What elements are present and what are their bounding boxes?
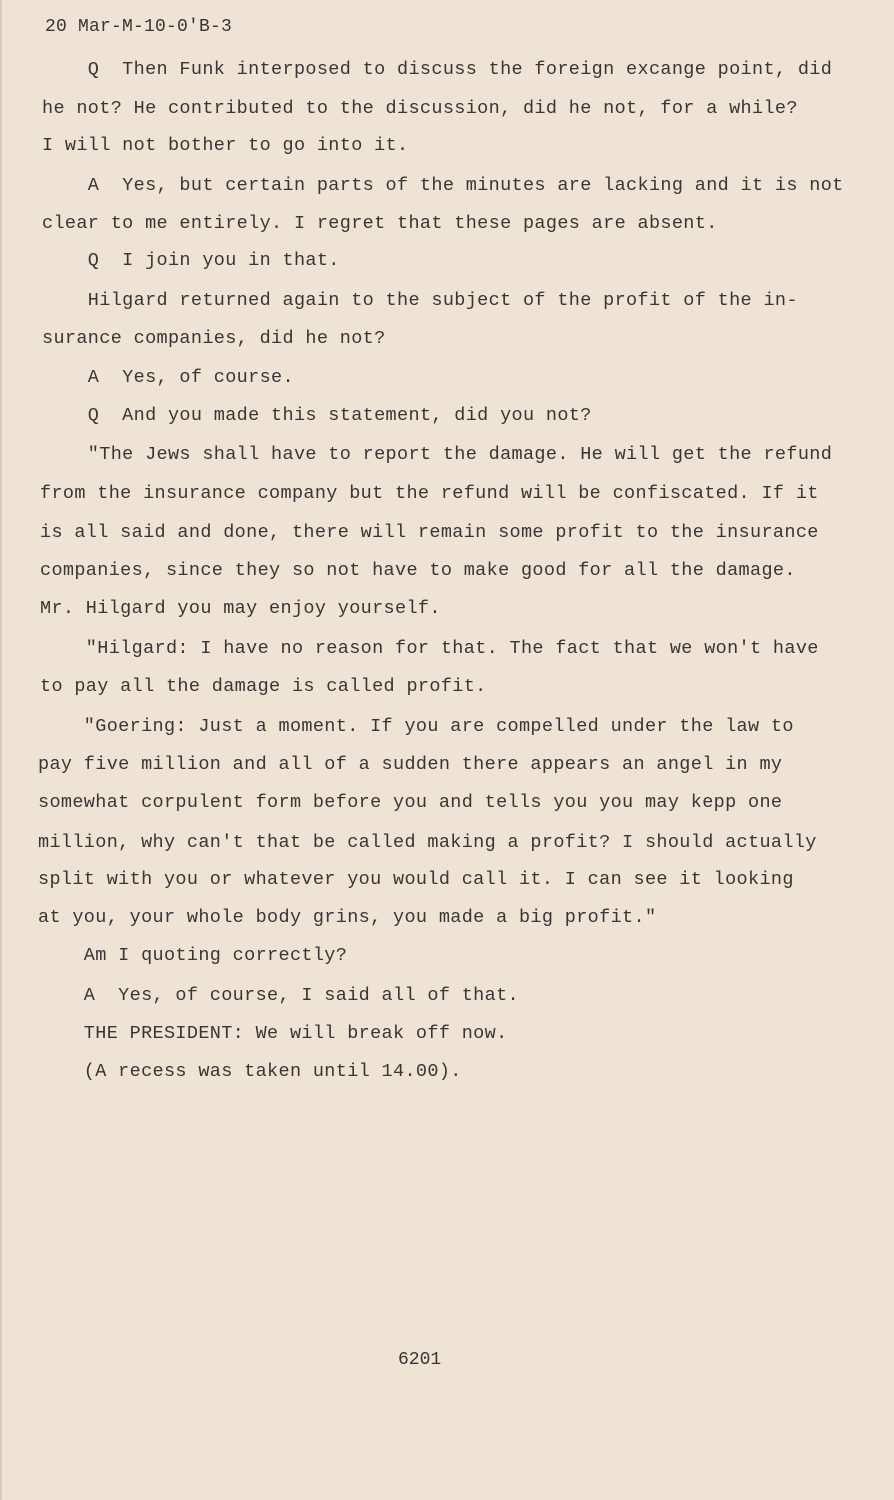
text-line: A Yes, of course, I said all of that.	[38, 985, 519, 1006]
text-line: "The Jews shall have to report the damage. He will get the refund	[42, 444, 833, 465]
text-line: Q And you made this statement, did you not?	[42, 405, 592, 426]
page-number: 6201	[398, 1350, 442, 1370]
text-line: "Hilgard: I have no reason for that. The fact that we won't have	[40, 638, 819, 659]
text-line: surance companies, did he not?	[42, 328, 386, 349]
text-line: Mr. Hilgard you may enjoy yourself.	[40, 598, 441, 619]
text-line: split with you or whatever you would call it. I can see it looking	[38, 869, 794, 890]
text-line: he not? He contributed to the discussion, did he not, for a while?	[42, 98, 798, 119]
text-line: from the insurance company but the refund will be confiscated. If it	[40, 483, 819, 504]
text-line: somewhat corpulent form before you and tells you you may kepp one	[38, 792, 783, 813]
text-line: Q I join you in that.	[42, 250, 340, 271]
document-header: 20 Mar-M-10-0'B-3	[45, 17, 233, 37]
text-line: to pay all the damage is called profit.	[40, 676, 487, 697]
text-line: (A recess was taken until 14.00).	[38, 1061, 462, 1082]
text-line: pay five million and all of a sudden there appears an angel in my	[38, 754, 783, 775]
text-line: companies, since they so not have to make good for all the damage.	[40, 560, 796, 581]
text-line: THE PRESIDENT: We will break off now.	[38, 1023, 508, 1044]
text-line: at you, your whole body grins, you made a big profit."	[38, 907, 657, 928]
text-line: A Yes, but certain parts of the minutes are lacking and it is not	[42, 175, 844, 196]
text-line: million, why can't that be called making a profit? I should actually	[38, 832, 817, 853]
text-line: A Yes, of course.	[42, 367, 294, 388]
text-line: Am I quoting correctly?	[38, 945, 348, 966]
text-line: "Goering: Just a moment. If you are compelled under the law to	[38, 716, 794, 737]
text-line: is all said and done, there will remain some profit to the insurance	[40, 522, 819, 543]
text-line: Hilgard returned again to the subject of the profit of the in-	[42, 290, 798, 311]
text-line: I will not bother to go into it.	[42, 135, 409, 156]
text-line: Q Then Funk interposed to discuss the foreign excange point, did	[42, 59, 833, 80]
text-line: clear to me entirely. I regret that these pages are absent.	[42, 213, 718, 234]
